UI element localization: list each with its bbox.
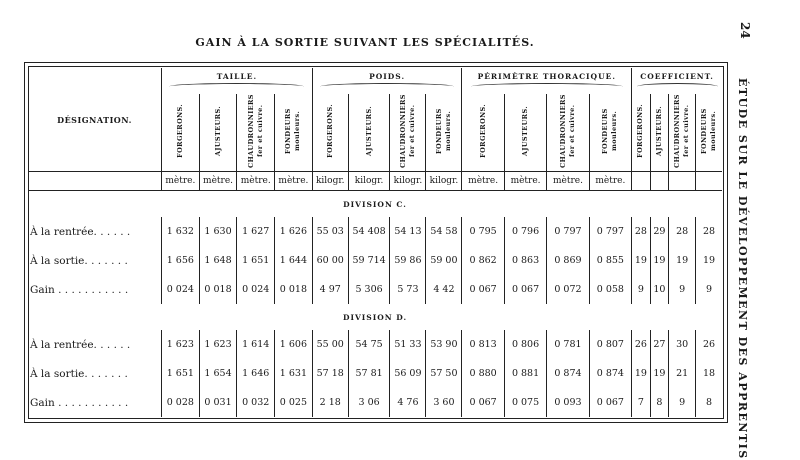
table-cell: 53 90 [426,330,462,359]
table-cell: 1 651 [237,246,275,275]
table-cell: 1 651 [162,359,200,388]
table-cell: 7 [632,388,651,417]
table-cell: 1 627 [237,217,275,246]
table-cell: 0 797 [547,217,589,246]
table-cell: 51 33 [390,330,426,359]
table-cell: 0 874 [589,359,631,388]
table-cell: 28 [632,217,651,246]
table-cell: 0 093 [547,388,589,417]
table-cell: 28 [696,217,722,246]
table-cell: 0 067 [462,275,504,304]
row-label: À la rentrée. . . . . . [30,338,131,351]
table-cell: 0 796 [504,217,546,246]
table-cell: 54 75 [348,330,390,359]
table-cell: 19 [632,246,651,275]
unit-poids-2: kilogr. [348,172,390,191]
unit-coefficient-2 [650,172,669,191]
table-cell: 0 855 [589,246,631,275]
division-heading: DIVISION D. [342,312,408,322]
table-cell: 57 81 [348,359,390,388]
column-header-perimetre-4: FONDEURS mouleurs. [589,94,631,172]
row-label: À la sortie. . . . . . . [30,367,128,380]
table-cell: 8 [696,388,722,417]
table-cell: 57 50 [426,359,462,388]
table-cell: 21 [669,359,696,388]
column-header-taille-4: FONDEURS mouleurs. [275,94,313,172]
table-cell: 0 807 [589,330,631,359]
table-cell: 26 [696,330,722,359]
column-header-perimetre-1: FORGERONS. [462,94,504,172]
table-cell: 60 00 [312,246,348,275]
table-cell: 9 [669,275,696,304]
table-cell: 1 654 [199,359,237,388]
table-cell: 8 [650,388,669,417]
table-cell: 59 86 [390,246,426,275]
table-cell: 1 626 [275,217,313,246]
table-cell: 1 644 [275,246,313,275]
table-cell: 1 623 [162,330,200,359]
table-cell: 0 028 [162,388,200,417]
table-cell: 0 018 [199,275,237,304]
row-label: À la sortie. . . . . . . [30,254,128,267]
unit-coefficient-4 [696,172,722,191]
table-cell: 5 306 [348,275,390,304]
table-cell: 4 42 [426,275,462,304]
column-header-poids-2: AJUSTEURS. [348,94,390,172]
column-header-coefficient-3: CHAUDRONNIERS fer et cuivre. [669,94,696,172]
table-cell: 0 874 [547,359,589,388]
table-cell: 1 646 [237,359,275,388]
table-cell: 0 797 [589,217,631,246]
unit-coefficient-3 [669,172,696,191]
table-cell: 0 031 [199,388,237,417]
table-cell: 0 795 [462,217,504,246]
table-cell: 9 [669,388,696,417]
unit-poids-1: kilogr. [312,172,348,191]
table-cell: 5 73 [390,275,426,304]
designation-header: DÉSIGNATION. [57,114,132,125]
table-cell: 29 [650,217,669,246]
table-cell: 3 06 [348,388,390,417]
group-header-perimetre: PÉRIMÈTRE THORACIQUE. [462,68,632,94]
table-cell: 4 76 [390,388,426,417]
table-cell: 4 97 [312,275,348,304]
column-header-poids-4: FONDEURS mouleurs. [426,94,462,172]
column-header-taille-1: FORGERONS. [162,94,200,172]
table-cell: 1 656 [162,246,200,275]
table-cell: 19 [632,359,651,388]
table-cell: 9 [696,275,722,304]
row-label: À la rentrée. . . . . . [30,225,131,238]
units-label-cell [28,172,162,191]
column-header-poids-3: CHAUDRONNIERS fer et cuivre. [390,94,426,172]
table-cell: 1 631 [275,359,313,388]
table-cell: 0 781 [547,330,589,359]
table-cell: 54 408 [348,217,390,246]
table-cell: 57 18 [312,359,348,388]
table-cell: 0 032 [237,388,275,417]
table-cell: 28 [669,217,696,246]
table-cell: 0 881 [504,359,546,388]
division-heading: DIVISION C. [343,199,407,209]
unit-perimetre-1: mètre. [462,172,504,191]
group-header-coefficient: COEFFICIENT. [632,68,722,94]
table-row [28,217,722,246]
group-header-taille: TAILLE. [162,68,313,94]
column-header-coefficient-1: FORGERONS. [632,94,651,172]
table-cell: 1 623 [199,330,237,359]
table-cell: 0 067 [589,388,631,417]
table-cell: 1 648 [199,246,237,275]
table-cell: 1 606 [275,330,313,359]
division-row [28,191,722,218]
table-cell: 9 [632,275,651,304]
table-row [28,246,722,275]
table-cell: 1 614 [237,330,275,359]
table-cell: 54 58 [426,217,462,246]
unit-coefficient-1 [632,172,651,191]
table-cell: 1 632 [162,217,200,246]
table-cell: 19 [650,359,669,388]
unit-taille-3: mètre. [237,172,275,191]
page-number: 24 [738,22,752,39]
table-cell: 26 [632,330,651,359]
table-cell: 0 075 [504,388,546,417]
table-cell: 54 13 [390,217,426,246]
row-label: Gain . . . . . . . . . . . [30,396,129,409]
table-row [28,275,722,304]
table-cell: 0 863 [504,246,546,275]
table-cell: 0 067 [504,275,546,304]
table-row [28,359,722,388]
table-cell: 18 [696,359,722,388]
row-label: Gain . . . . . . . . . . . [30,283,129,296]
table-cell: 0 072 [547,275,589,304]
table-cell: 10 [650,275,669,304]
unit-perimetre-4: mètre. [589,172,631,191]
data-table [28,68,722,417]
side-running-title: ÉTUDE SUR LE DÉVELOPPEMENT DES APPRENTIS [736,78,749,460]
column-header-perimetre-3: CHAUDRONNIERS fer et cuivre. [547,94,589,172]
unit-poids-3: kilogr. [390,172,426,191]
column-header-coefficient-4: FONDEURS mouleurs. [696,94,722,172]
table-cell: 0 024 [237,275,275,304]
table-cell: 0 024 [162,275,200,304]
group-header-poids: POIDS. [312,68,462,94]
unit-taille-2: mètre. [199,172,237,191]
column-header-coefficient-2: AJUSTEURS. [650,94,669,172]
table-cell: 0 880 [462,359,504,388]
unit-perimetre-2: mètre. [504,172,546,191]
table-cell: 59 714 [348,246,390,275]
table-row [28,388,722,417]
table-cell: 0 025 [275,388,313,417]
table-cell: 1 630 [199,217,237,246]
table-cell: 19 [696,246,722,275]
table-cell: 27 [650,330,669,359]
column-header-perimetre-2: AJUSTEURS. [504,94,546,172]
table-cell: 0 806 [504,330,546,359]
column-header-poids-1: FORGERONS. [312,94,348,172]
table-cell: 55 00 [312,330,348,359]
table-cell: 19 [669,246,696,275]
table-cell: 59 00 [426,246,462,275]
table-cell: 3 60 [426,388,462,417]
column-header-taille-2: AJUSTEURS. [199,94,237,172]
table-row [28,330,722,359]
table-cell: 0 058 [589,275,631,304]
unit-taille-1: mètre. [162,172,200,191]
unit-perimetre-3: mètre. [547,172,589,191]
column-header-taille-3: CHAUDRONNIERS fer et cuivre. [237,94,275,172]
table-cell: 0 869 [547,246,589,275]
units-row [28,172,722,191]
table-cell: 0 067 [462,388,504,417]
unit-taille-4: mètre. [275,172,313,191]
table-cell: 2 18 [312,388,348,417]
group-header-row [28,68,722,94]
table-cell: 0 813 [462,330,504,359]
unit-poids-4: kilogr. [426,172,462,191]
table-cell: 0 018 [275,275,313,304]
page-title: GAIN À LA SORTIE SUIVANT LES SPÉCIALITÉS. [195,36,535,49]
table-cell: 0 862 [462,246,504,275]
table-cell: 55 03 [312,217,348,246]
table-cell: 56 09 [390,359,426,388]
table-cell: 30 [669,330,696,359]
division-row [28,304,722,330]
table-cell: 19 [650,246,669,275]
